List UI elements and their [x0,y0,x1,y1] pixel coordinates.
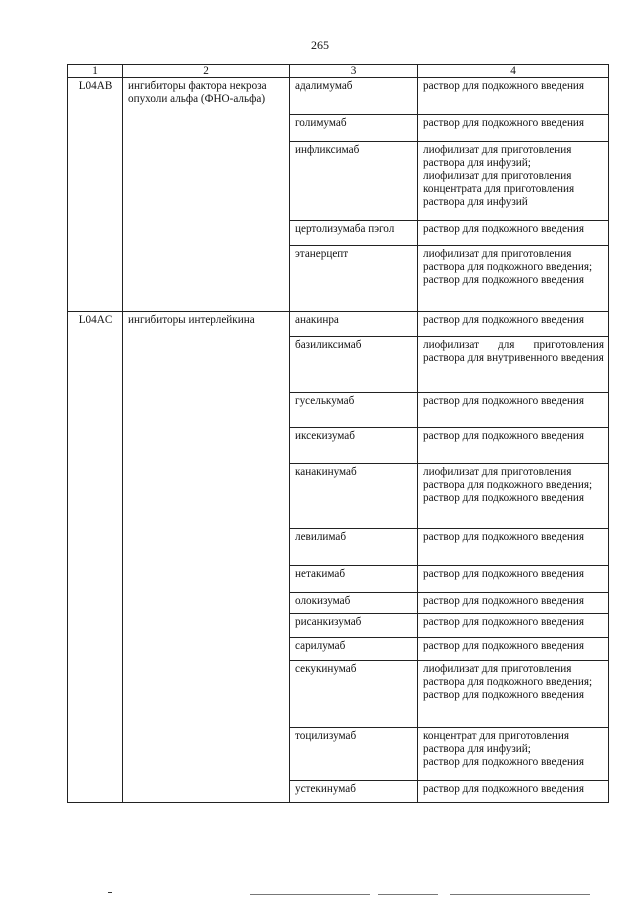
dosage-form-cell [418,781,609,803]
dosage-form-text: раствор для подкожного введения [423,595,585,607]
dosage-form-cell [418,661,609,728]
dosage-form-text: лиофилизат для приготовления раствора для подкожного введения; [423,663,593,688]
dosage-form-text: раствор для подкожного введения [423,531,585,543]
dosage-form-cell [418,337,609,393]
drug-name-cell: этанерцепт [290,246,418,312]
drug-name-cell: секукинумаб [290,661,418,728]
dosage-form-text: раствор для подкожного введения [423,314,585,326]
dosage-form-cell [418,221,609,246]
column-header-2: 2 [123,65,290,78]
dosage-form-cell [418,115,609,142]
dosage-form-cell [418,393,609,428]
drug-name-cell: устекинумаб [290,781,418,803]
drug-name-cell: адалимумаб [290,78,418,115]
dosage-form-text: раствор для подкожного введения [423,783,585,795]
dosage-form-text: концентрат для приготовления раствора для инфузий; [423,730,570,755]
dosage-form-cell [418,614,609,638]
drug-name-cell: рисанкизумаб [290,614,418,638]
dosage-form-text: раствор для подкожного введения [423,756,585,768]
dosage-form-text: раствор для подкожного введения [423,640,585,652]
dosage-form-text: раствор для подкожного введения [423,395,585,407]
drug-name-cell: гуселькумаб [290,393,418,428]
dosage-form-text: лиофилизат для приготовления раствора для подкожного введения; [423,466,593,491]
dosage-form-cell [418,728,609,781]
column-header-4: 4 [418,65,609,78]
dosage-form-text: раствор для подкожного введения [423,568,585,580]
drug-name-cell: сарилумаб [290,638,418,661]
group-name-cell: ингибиторы фактора некроза опухоли альфа (ФНО-альфа) [123,78,290,312]
dosage-form-text: раствор для подкожного введения [423,689,585,701]
dosage-form-text: раствор для подкожного введения [423,430,585,442]
dosage-form-text: раствор для подкожного введения [423,274,585,286]
header-row [68,65,609,78]
dosage-form-text: лиофилизат для приготовления раствора для инфузий; [423,144,572,169]
page-number: 265 [311,38,329,52]
dosage-form-cell [418,464,609,529]
atc-code-cell: L04AC [68,312,123,803]
dosage-form-text: лиофилизат для приготовления раствора для подкожного введения; [423,248,593,273]
dosage-form-text: раствор для подкожного введения [423,492,585,504]
drug-table [67,64,609,803]
drug-name-cell: инфликсимаб [290,142,418,221]
drug-name-cell: тоцилизумаб [290,728,418,781]
scan-artifact-lines [0,892,640,898]
dosage-form-text: раствор для подкожного введения [423,223,585,235]
dosage-form-cell [418,246,609,312]
dosage-form-cell [418,593,609,614]
drug-name-cell: нетакимаб [290,566,418,593]
drug-name-cell: анакинра [290,312,418,337]
dosage-form-cell [418,312,609,337]
dosage-form-cell [418,142,609,221]
dosage-form-cell [418,566,609,593]
dosage-form-cell [418,638,609,661]
drug-name-cell: олокизумаб [290,593,418,614]
drug-name-cell: иксекизумаб [290,428,418,464]
group-name-cell: ингибиторы интерлейкина [123,312,290,803]
dosage-form-text: раствор для подкожного введения [423,80,585,92]
drug-name-cell: канакинумаб [290,464,418,529]
drug-name-cell: голимумаб [290,115,418,142]
dosage-form-cell [418,529,609,566]
drug-name-cell: цертолизумаба пэгол [290,221,418,246]
dosage-form-text: раствор для подкожного введения [423,616,585,628]
table-row [68,78,609,115]
drug-name-cell: базиликсимаб [290,337,418,393]
dosage-form-text: лиофилизат для приготовления концентрата для приготовления раствора для инфузий [423,170,575,208]
dosage-form-text: раствор для подкожного введения [423,117,585,129]
column-header-1: 1 [68,65,123,78]
drug-name-cell: левилимаб [290,529,418,566]
column-header-3: 3 [290,65,418,78]
dosage-form-cell [418,78,609,115]
dosage-form-cell [418,428,609,464]
table-row [68,312,609,337]
dosage-form-text: лиофилизат для приготовления раствора для внутривенного введения [423,339,604,364]
atc-code-cell: L04AB [68,78,123,312]
